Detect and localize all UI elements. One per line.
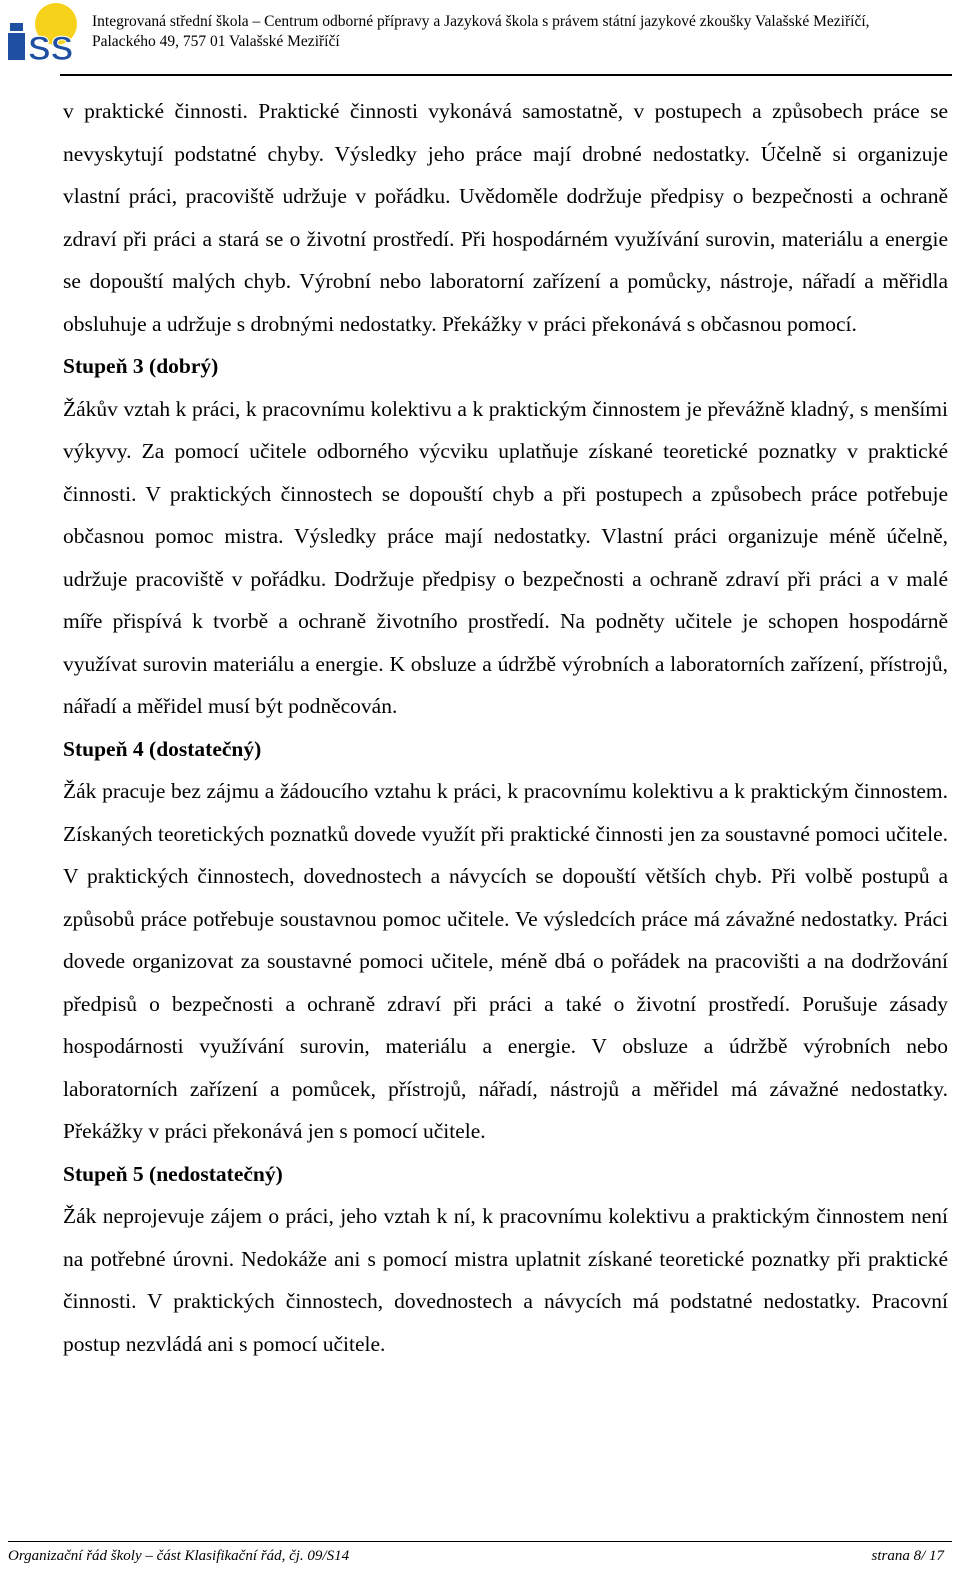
school-logo xyxy=(6,2,80,62)
heading-stupen-3: Stupeň 3 (dobrý) xyxy=(63,354,219,378)
paragraph-stupen-4: Žák pracuje bez zájmu a žádoucího vztahu k práci, k pracovnímu kolektivu a k praktickým činnostem. Získaných teoretických poznatků dovede využít při praktické činnosti jen za soustavné pomoci učitele. V praktických činnostech, dovednostech a návycích se dopouští větších chyb. Při volbě postupů a způsobů práce potřebuje soustavnou pomoc učitele. Ve výsledcích práce má závažné nedostatky. Práci dovede organizovat za soustavné pomoci učitele, méně dbá o pořádek na pracovišti a na dodržování předpisů o bezpečnosti a ochraně zdraví při práci a také o životní prostředí. Porušuje zásady hospodárnosti využívání surovin, materiálu a energie. V obsluze a údržbě výrobních nebo laboratorních zařízení a pomůcek, přístrojů, nářadí, nástrojů a měřidel má závažné nedostatky. Překážky v práci překonává jen s pomocí učitele. xyxy=(63,779,948,1143)
document-body xyxy=(63,90,948,1365)
paragraph-stupen-3: Žákův vztah k práci, k pracovnímu kolektivu a k praktickým činnostem je převážně kladný, s menšími výkyvy. Za pomocí učitele odborného výcviku uplatňuje získané teoretické poznatky v praktické činnosti. V praktických činnostech se dopouští chyb a při postupech a způsobech práce potřebuje občasnou pomoc mistra. Výsledky práce mají nedostatky. Vlastní práci organizuje méně účelně, udržuje pracoviště v pořádku. Dodržuje předpisy o bezpečnosti a ochraně zdraví při práci a v malé míře přispívá k tvorbě a ochraně životního prostředí. Na podněty učitele je schopen hospodárně využívat surovin materiálu a energie. K obsluze a údržbě výrobních a laboratorních zařízení, přístrojů, nářadí a měřidel musí být podněcován. xyxy=(63,396,948,718)
organization-line-1: Integrovaná střední škola – Centrum odborné přípravy a Jazyková škola s právem státní jazykové zkoušky Valašské Meziříčí, xyxy=(92,13,870,30)
footer-page-number: strana 8/ 17 xyxy=(871,1548,944,1564)
footer-divider xyxy=(8,1541,952,1542)
organization-name xyxy=(92,12,952,52)
footer-document-reference: Organizační řád školy – část Klasifikační řád, čj. 09/S14 xyxy=(8,1548,350,1564)
heading-stupen-5: Stupeň 5 (nedostatečný) xyxy=(63,1161,283,1186)
header-divider xyxy=(60,74,952,76)
svg-text:SS: SS xyxy=(28,30,74,62)
heading-stupen-4: Stupeň 4 (dostatečný) xyxy=(63,736,262,761)
page-header xyxy=(0,0,960,78)
organization-address: Palackého 49, 757 01 Valašské Meziříčí xyxy=(92,33,340,50)
paragraph-intro: v praktické činnosti. Praktické činnosti vykonává samostatně, v postupech a způsobech práce se nevyskytují podstatné chyby. Výsledky jeho práce mají drobné nedostatky. Účelně si organizuje vlastní práci, pracoviště udržuje v pořádku. Uvědoměle dodržuje předpisy o bezpečnosti a ochraně zdraví při práci a stará se o životní prostředí. Při hospodárném využívání surovin, materiálu a energie se dopouští malých chyb. Výrobní nebo laboratorní zařízení a pomůcky, nástroje, nářadí a měřidla obsluhuje a udržuje s drobnými nedostatky. Překážky v práci překonává s občasnou pomocí. xyxy=(63,99,948,336)
paragraph-stupen-5: Žák neprojevuje zájem o práci, jeho vztah k ní, k pracovnímu kolektivu a praktickým činnostem není na potřebné úrovni. Nedokáže ani s pomocí mistra uplatnit získané teoretické poznatky při praktické činnosti. V praktických činnostech, dovednostech a návycích má podstatné nedostatky. Pracovní postup nezvládá ani s pomocí učitele. xyxy=(63,1204,948,1356)
